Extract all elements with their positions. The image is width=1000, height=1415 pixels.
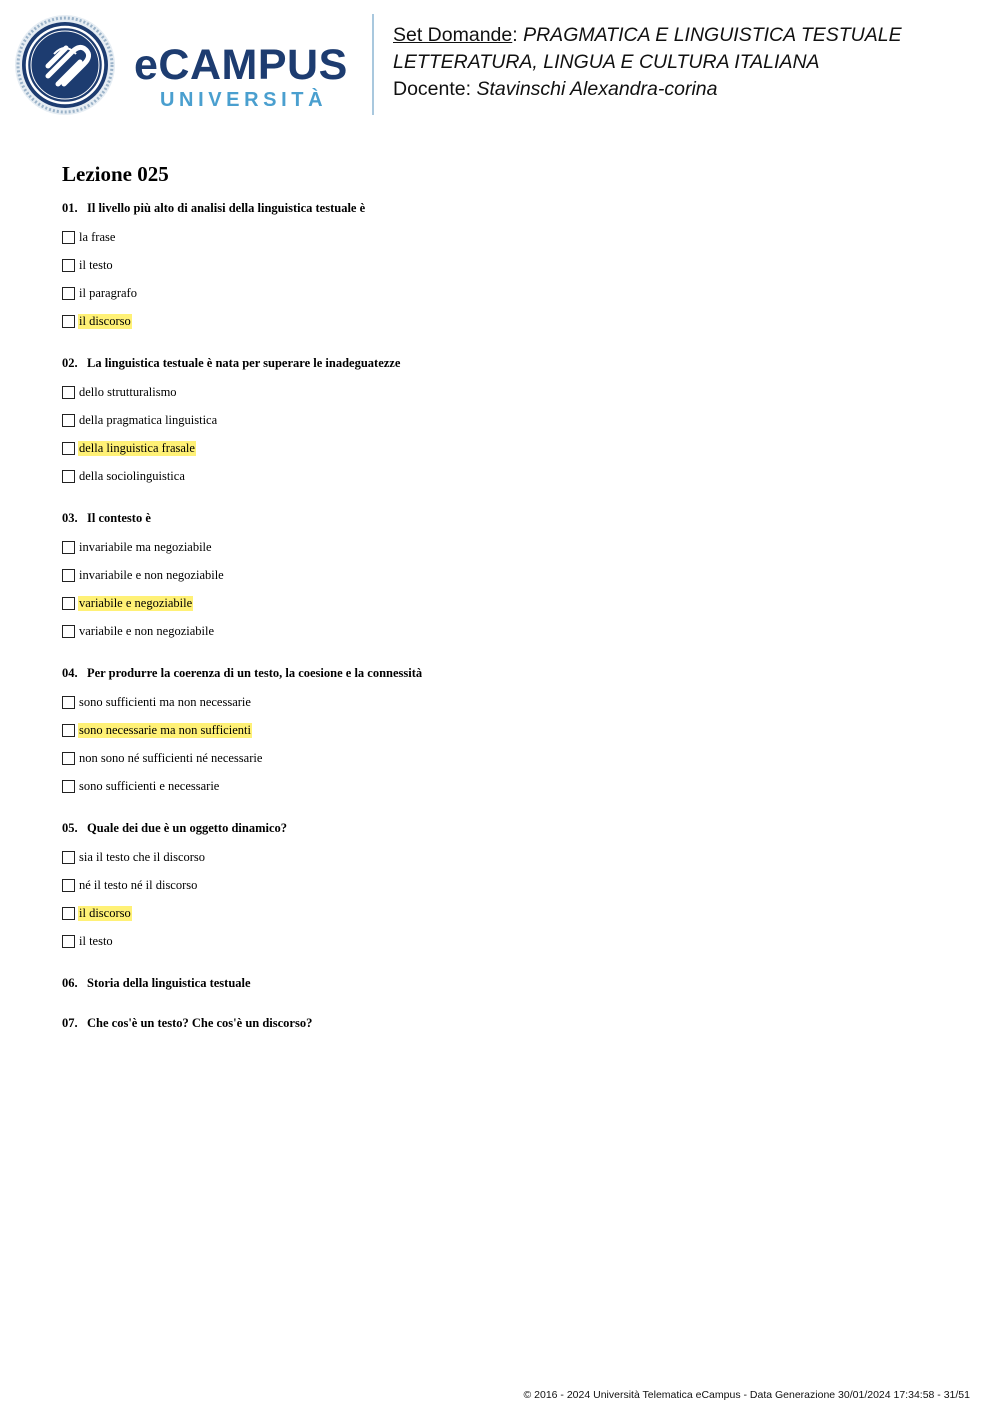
answer-text: sono sufficienti ma non necessarie xyxy=(79,694,251,709)
question-text: Per produrre la coerenza di un testo, la coesione e la connessità xyxy=(87,666,423,680)
answer-text: non sono né sufficienti né necessarie xyxy=(79,750,263,765)
docente-name: Stavinschi Alexandra-corina xyxy=(476,78,718,100)
set-line-2 xyxy=(393,49,993,76)
question-number: 04. xyxy=(62,666,78,680)
question-heading xyxy=(62,818,942,838)
answer-text: il testo xyxy=(79,257,113,272)
answer-option[interactable] xyxy=(62,871,942,899)
checkbox-icon[interactable] xyxy=(62,724,75,737)
page-footer: © 2016 - 2024 Università Telematica eCampus - Data Generazione 30/01/2024 17:34:58 - 31/51 xyxy=(523,1389,970,1401)
answer-option[interactable] xyxy=(62,406,942,434)
answer-text: il testo xyxy=(79,933,113,948)
checkbox-icon[interactable] xyxy=(62,569,75,582)
answer-text: della sociolinguistica xyxy=(79,468,185,483)
logo-subtitle: UNIVERSITÀ xyxy=(160,89,328,111)
answer-text-highlighted: della linguistica frasale xyxy=(79,440,195,455)
checkbox-icon[interactable] xyxy=(62,259,75,272)
question-heading xyxy=(62,353,942,373)
question-heading xyxy=(62,508,942,528)
answer-text: dello strutturalismo xyxy=(79,384,177,399)
open-question xyxy=(62,1013,942,1033)
answer-text-highlighted: il discorso xyxy=(79,905,131,920)
answer-text-highlighted: il discorso xyxy=(79,313,131,328)
checkbox-icon[interactable] xyxy=(62,470,75,483)
checkbox-icon[interactable] xyxy=(62,879,75,892)
checkbox-icon[interactable] xyxy=(62,696,75,709)
answer-option[interactable] xyxy=(62,561,942,589)
answer-option[interactable] xyxy=(62,223,942,251)
ecampus-logo xyxy=(14,14,359,118)
answer-option[interactable] xyxy=(62,533,942,561)
set-line-1: Set Domande: PRAGMATICA E LINGUISTICA TESTUALE xyxy=(393,24,902,46)
question xyxy=(62,663,942,800)
checkbox-icon[interactable] xyxy=(62,780,75,793)
answer-text: invariabile e non negoziabile xyxy=(79,567,224,582)
checkbox-icon[interactable] xyxy=(62,541,75,554)
question xyxy=(62,818,942,955)
question-list xyxy=(62,198,942,955)
answer-text: il paragrafo xyxy=(79,285,137,300)
answer-option[interactable] xyxy=(62,617,942,645)
answer-option[interactable] xyxy=(62,927,942,955)
set-info xyxy=(393,22,993,103)
checkbox-icon[interactable] xyxy=(62,935,75,948)
answer-text: la frase xyxy=(79,229,116,244)
answer-text-highlighted: variabile e negoziabile xyxy=(79,595,193,610)
answer-option[interactable] xyxy=(62,772,942,800)
answer-option[interactable] xyxy=(62,251,942,279)
question-text: La linguistica testuale è nata per superare le inadeguatezze xyxy=(87,356,401,370)
checkbox-icon[interactable] xyxy=(62,287,75,300)
question-text: Quale dei due è un oggetto dinamico? xyxy=(87,821,288,835)
question xyxy=(62,198,942,335)
question-heading xyxy=(62,198,942,218)
lesson-title: Lezione 025 xyxy=(62,162,169,186)
answer-text: sono sufficienti e necessarie xyxy=(79,778,220,793)
university-seal-icon xyxy=(14,14,116,116)
answer-option[interactable] xyxy=(62,307,942,335)
checkbox-icon[interactable] xyxy=(62,851,75,864)
answer-option[interactable] xyxy=(62,843,942,871)
checkbox-icon[interactable] xyxy=(62,315,75,328)
header-divider xyxy=(372,14,374,115)
checkbox-icon[interactable] xyxy=(62,386,75,399)
answer-option[interactable] xyxy=(62,589,942,617)
answer-option[interactable] xyxy=(62,279,942,307)
docente-line: Docente: Stavinschi Alexandra-corina xyxy=(393,78,718,100)
set-title-2: LETTERATURA, LINGUA E CULTURA ITALIANA xyxy=(393,51,820,73)
answer-option[interactable] xyxy=(62,434,942,462)
question-text: Il livello più alto di analisi della linguistica testuale è xyxy=(87,201,366,215)
question-number: 03. xyxy=(62,511,78,525)
question-text: Che cos'è un testo? Che cos'è un discorso? xyxy=(87,1016,313,1030)
checkbox-icon[interactable] xyxy=(62,752,75,765)
open-question-list xyxy=(62,973,942,1033)
set-title-1: PRAGMATICA E LINGUISTICA TESTUALE xyxy=(523,24,902,46)
answer-text-highlighted: sono necessarie ma non sufficienti xyxy=(79,722,251,737)
answer-text: variabile e non negoziabile xyxy=(79,623,215,638)
answer-option[interactable] xyxy=(62,378,942,406)
answer-option[interactable] xyxy=(62,462,942,490)
question-text: Storia della linguistica testuale xyxy=(87,976,251,990)
answer-text: invariabile ma negoziabile xyxy=(79,539,212,554)
question-number: 02. xyxy=(62,356,78,370)
docente-label: Docente xyxy=(393,78,466,100)
answer-option[interactable] xyxy=(62,899,942,927)
answer-option[interactable] xyxy=(62,716,942,744)
page-content xyxy=(62,160,942,1053)
open-question xyxy=(62,973,942,993)
set-label: Set Domande xyxy=(393,24,513,46)
question-number: 07. xyxy=(62,1016,78,1030)
question-number: 01. xyxy=(62,201,78,215)
page-header xyxy=(0,0,1000,130)
question xyxy=(62,353,942,490)
answer-option[interactable] xyxy=(62,744,942,772)
answer-text: sia il testo che il discorso xyxy=(79,849,206,864)
checkbox-icon[interactable] xyxy=(62,597,75,610)
question-text: Il contesto è xyxy=(87,511,151,525)
checkbox-icon[interactable] xyxy=(62,907,75,920)
checkbox-icon[interactable] xyxy=(62,231,75,244)
checkbox-icon[interactable] xyxy=(62,414,75,427)
answer-option[interactable] xyxy=(62,688,942,716)
question-heading xyxy=(62,663,942,683)
checkbox-icon[interactable] xyxy=(62,625,75,638)
question-number: 05. xyxy=(62,821,78,835)
answer-text: né il testo né il discorso xyxy=(79,877,198,892)
question xyxy=(62,508,942,645)
answer-text: della pragmatica linguistica xyxy=(79,412,218,427)
question-number: 06. xyxy=(62,976,78,990)
checkbox-icon[interactable] xyxy=(62,442,75,455)
logo-wordmark: eCAMPUS xyxy=(134,41,348,89)
